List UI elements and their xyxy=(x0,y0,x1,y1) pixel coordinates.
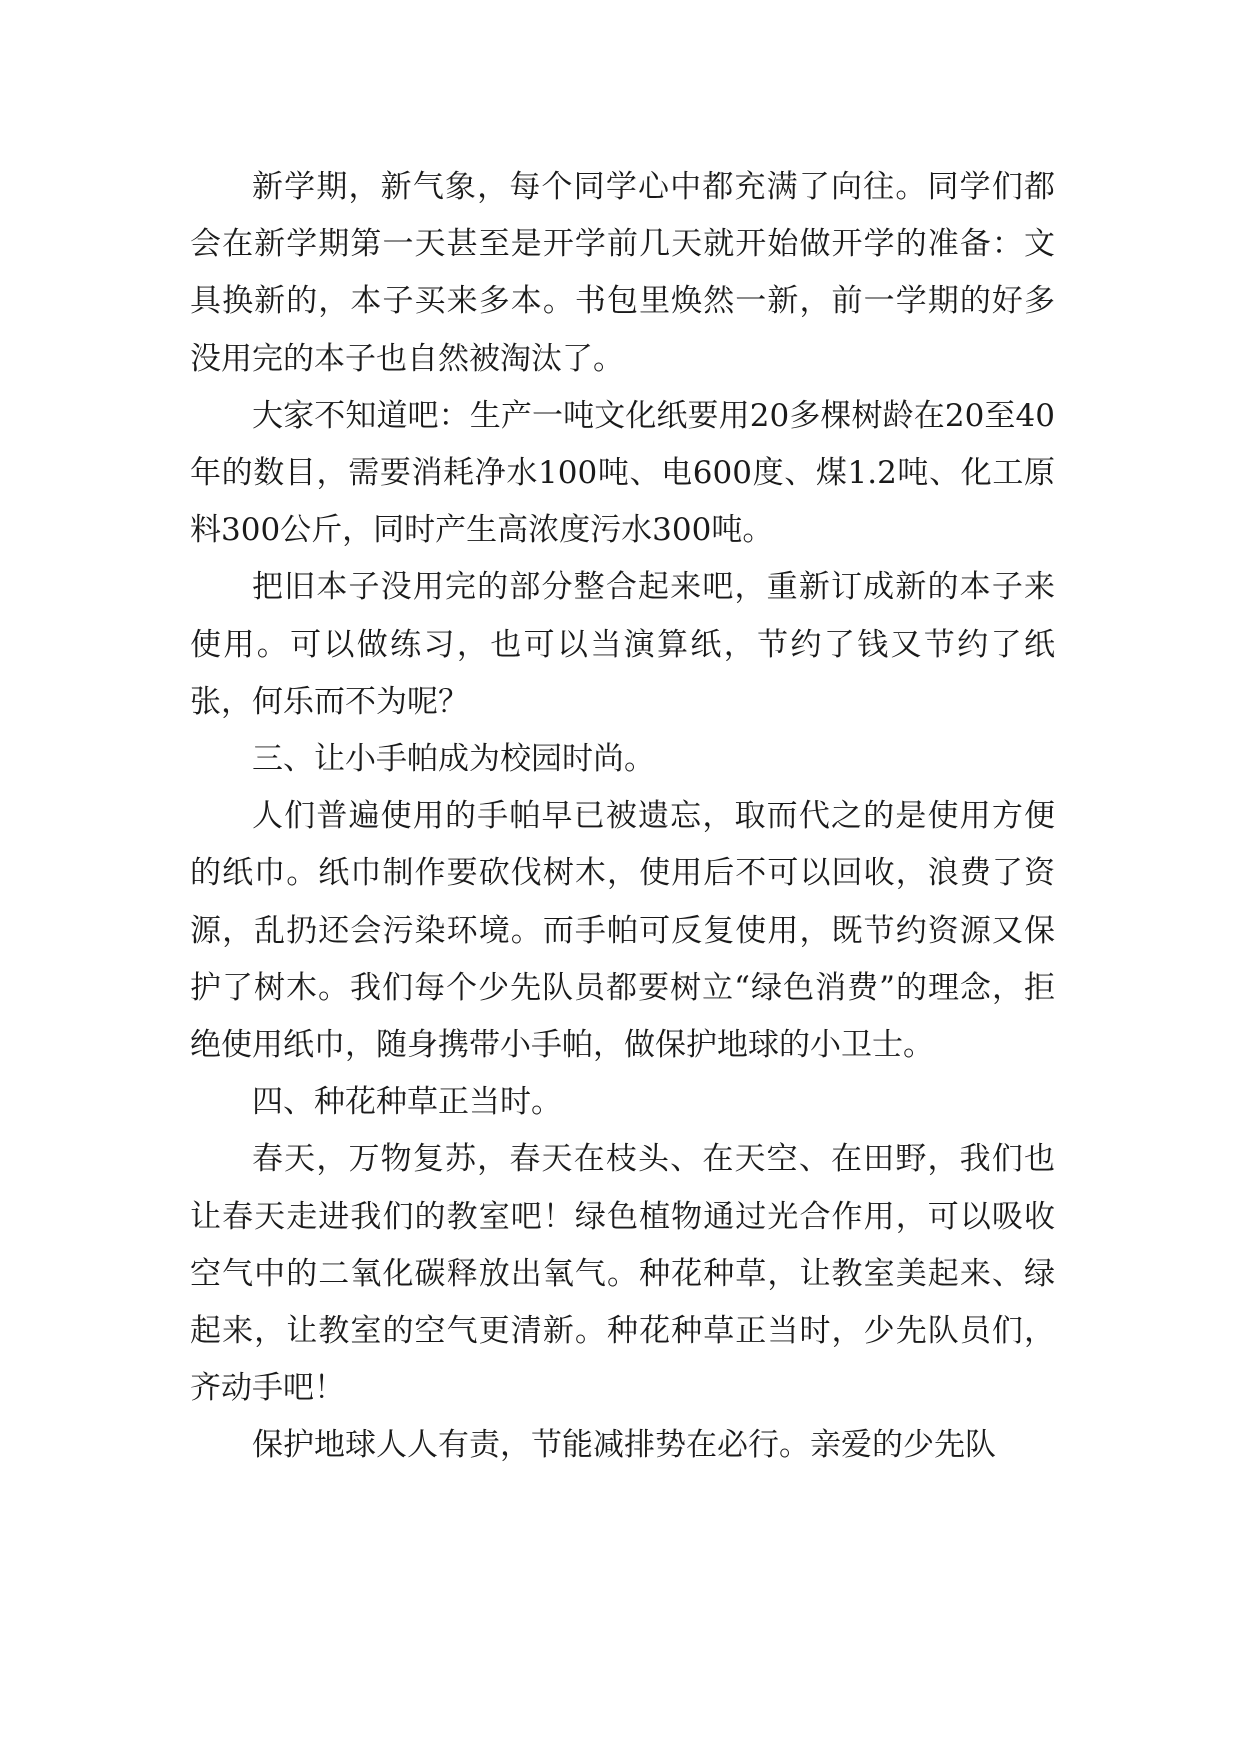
section-heading-plants: 四、种花种草正当时。 xyxy=(252,1084,562,1121)
paragraph-paper-cost: 大家不知道吧：生产一吨文化纸要用20多棵树龄在20至40年的数目，需要消耗净水100吨、电600度、煤1.2吨、化工原料300公斤，同时产生高浓度污水300吨。 xyxy=(190,397,1055,549)
paragraph-closing: 保护地球人人有责，节能减排势在必行。亲爱的少先队 xyxy=(252,1427,996,1464)
paragraph-handkerchief: 人们普遍使用的手帕早已被遗忘，取而代之的是使用方便的纸巾。纸巾制作要砍伐树木，使用后不可以回收，浪费了资源，乱扔还会污染环境。而手帕可反复使用，既节约资源又保护了树木。我们每个少先队员都要树立“绿色消费”的理念，拒绝使用纸巾，随身携带小手帕，做保护地球的小卫士。 xyxy=(190,798,1055,1064)
paragraph-reuse-notebooks: 把旧本子没用完的部分整合起来吧，重新订成新的本子来使用。可以做练习，也可以当演算纸，节约了钱又节约了纸张，何乐而不为呢？ xyxy=(190,569,1055,720)
document-body xyxy=(190,159,1055,1475)
paragraph-new-semester: 新学期，新气象，每个同学心中都充满了向往。同学们都会在新学期第一天甚至是开学前几天就开始做开学的准备：文具换新的，本子买来多本。书包里焕然一新，前一学期的好多没用完的本子也自然被淘汰了。 xyxy=(190,169,1055,377)
paragraph-plants: 春天，万物复苏，春天在枝头、在天空、在田野，我们也让春天走进我们的教室吧！绿色植物通过光合作用，可以吸收空气中的二氧化碳释放出氧气。种花种草，让教室美起来、绿起来，让教室的空气更清新。种花种草正当时，少先队员们，齐动手吧！ xyxy=(190,1141,1055,1407)
section-heading-handkerchief: 三、让小手帕成为校园时尚。 xyxy=(252,741,655,778)
